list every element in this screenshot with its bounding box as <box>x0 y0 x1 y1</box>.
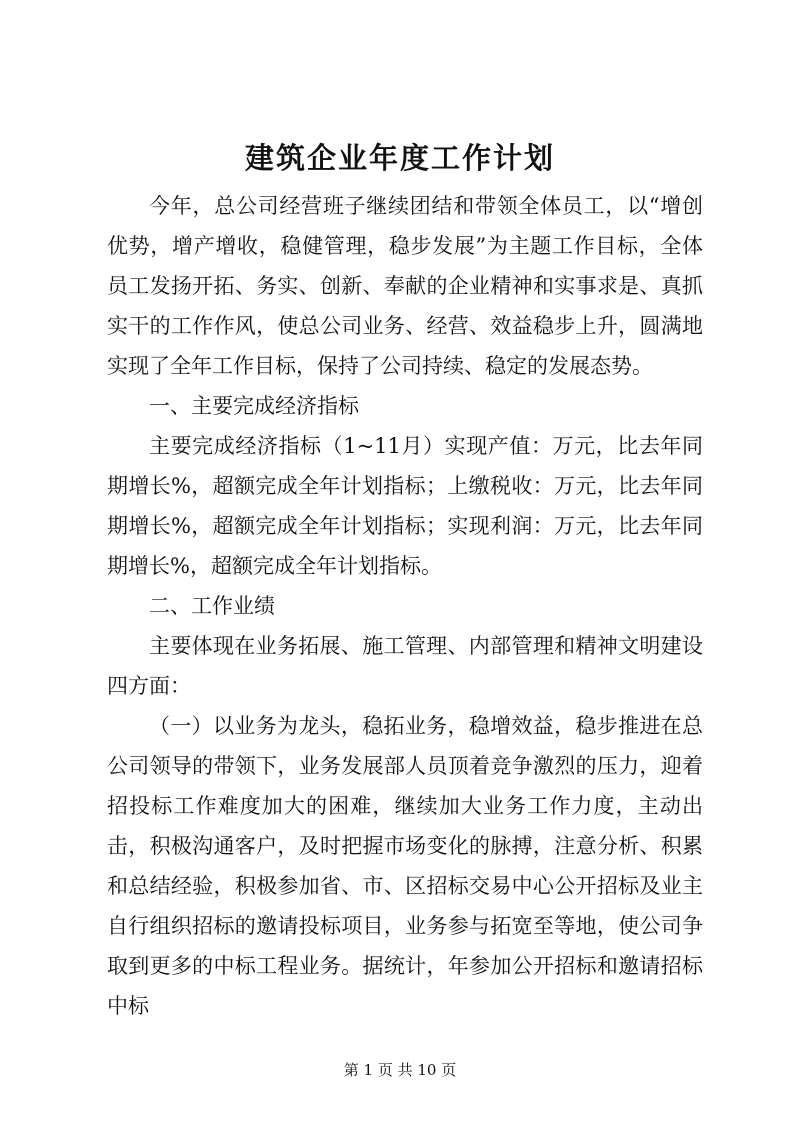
paragraph-intro: 今年，总公司经营班子继续团结和带领全体员工，以“增创优势，增产增收，稳健管理，稳步发展”为主题工作目标，全体员工发扬开拓、务实、创新、奉献的企业精神和实事求是、真抓实干的工作作风，使总公司业务、经营、效益稳步上升，圆满地实现了全年工作目标，保持了公司持续、稳定的发展态势。 <box>107 194 703 378</box>
paragraph-business-expansion: （一）以业务为龙头，稳拓业务，稳增效益，稳步推进在总公司领导的带领下，业务发展部人员顶着竞争激烈的压力，迎着招投标工作难度加大的困难，继续加大业务工作力度，主动出击，积极沟通客户，及时把握市场变化的脉搏，注意分析、积累和总结经验，积极参加省、市、区招标交易中心公开招标及业主自行组织招标的邀请投标项目，业务参与拓宽至等地，使公司争取到更多的中标工程业务。据统计，年参加公开招标和邀请招标中标 <box>107 714 703 1018</box>
section-heading-economic-indicators: 一、主要完成经济指标 <box>149 394 359 418</box>
paragraph-four-aspects: 主要体现在业务拓展、施工管理、内部管理和精神文明建设四方面： <box>107 634 703 698</box>
document-title: 建筑企业年度工作计划 <box>244 141 555 175</box>
page-number-footer: 第 1 页 共 10 页 <box>343 1061 457 1079</box>
section-heading-work-achievements: 二、工作业绩 <box>149 594 275 618</box>
document-body <box>107 186 703 1026</box>
paragraph-economic-indicators: 主要完成经济指标（1~11月）实现产值：万元，比去年同期增长%，超额完成全年计划指标；上缴税收：万元，比去年同期增长%，超额完成全年计划指标；实现利润：万元，比去年同期增长%，超额完成全年计划指标。 <box>107 434 703 578</box>
